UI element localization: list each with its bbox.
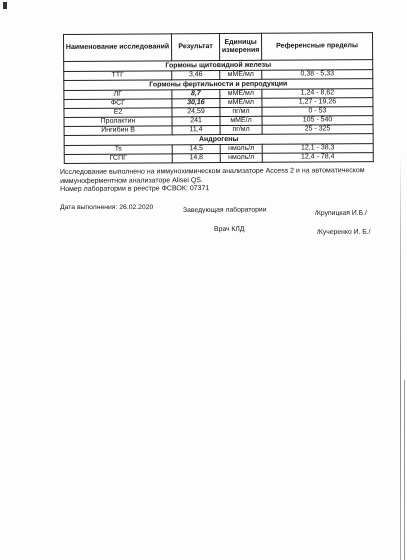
test-result: 14,5 bbox=[172, 145, 220, 154]
test-reference: 12,1 - 38,3 bbox=[262, 144, 373, 154]
test-name: Е2 bbox=[64, 108, 172, 118]
date-completed: Дата выполнения: 26.02.2020 bbox=[60, 204, 154, 211]
test-name: ФСГ bbox=[64, 99, 172, 109]
test-units: пг/мл bbox=[220, 125, 262, 134]
note-line: Номер лаборатории в реестре ФСВОК: 07371 bbox=[60, 185, 210, 194]
header-result: Результат bbox=[172, 34, 220, 61]
note-line: Исследование выполнено на иммунохимическом анализаторе Access 2 и на автоматическом bbox=[60, 167, 365, 176]
doctor-name: /Кучеренко И. Б./ bbox=[317, 228, 371, 236]
test-name: ТТГ bbox=[64, 71, 172, 81]
test-result: 11,4 bbox=[172, 126, 220, 135]
test-reference: 1,24 - 8,62 bbox=[262, 89, 373, 99]
doctor-title: Врач КЛД bbox=[214, 225, 245, 233]
test-reference: 105 - 540 bbox=[262, 116, 373, 126]
test-result: 30,16 bbox=[172, 99, 220, 108]
test-name: Ts bbox=[64, 145, 172, 155]
test-name: ГСПГ bbox=[64, 154, 172, 164]
head-of-lab-name: /Крупицкая И.Б./ bbox=[315, 209, 367, 217]
test-reference: 0 - 53 bbox=[262, 107, 373, 117]
section-title: Гормоны щитовидной железы bbox=[64, 60, 373, 72]
test-units: мМЕ/мл bbox=[220, 98, 262, 107]
test-reference: 12,4 - 78,4 bbox=[262, 153, 373, 163]
test-name: ЛГ bbox=[64, 90, 172, 100]
section-title: Гормоны фертильности и репродукции bbox=[64, 79, 373, 91]
test-units: мМЕ/л bbox=[220, 116, 262, 125]
analyzer-note bbox=[60, 167, 380, 195]
test-result: 24,59 bbox=[172, 108, 220, 117]
test-result: 3,46 bbox=[172, 71, 220, 80]
test-result: 8,7 bbox=[172, 90, 220, 99]
table-row bbox=[64, 153, 373, 164]
test-units: мМЕ/мл bbox=[220, 89, 262, 98]
section-title: Андрогены bbox=[64, 134, 373, 146]
header-reference: Референсные пределы bbox=[261, 33, 372, 61]
test-name: Пролактин bbox=[64, 117, 172, 127]
scan-artifact bbox=[3, 2, 7, 9]
test-units: мМЕ/мл bbox=[220, 70, 262, 79]
header-name: Наименование исследований bbox=[64, 34, 172, 62]
scan-edge bbox=[404, 380, 405, 560]
test-reference: 1,27 - 19,26 bbox=[262, 98, 373, 108]
head-of-lab-title: Заведующая лаборатории bbox=[183, 206, 267, 214]
scan-edge bbox=[400, 150, 401, 560]
results-table bbox=[63, 32, 374, 164]
test-units: пг/мл bbox=[220, 107, 262, 116]
test-reference: 25 - 325 bbox=[262, 125, 373, 135]
note-line: иммуноферментном анализаторе Alisei QS. bbox=[60, 176, 203, 185]
table-header-row bbox=[64, 33, 373, 62]
test-units: нмоль/л bbox=[220, 153, 262, 162]
test-units: нмоль/л bbox=[220, 144, 262, 153]
test-name: Ингибин В bbox=[64, 126, 172, 136]
test-result: 14,8 bbox=[172, 154, 220, 163]
test-result: 241 bbox=[172, 117, 220, 126]
header-units: Единицы измерения bbox=[220, 33, 262, 60]
test-reference: 0,38 - 5,33 bbox=[262, 70, 373, 80]
